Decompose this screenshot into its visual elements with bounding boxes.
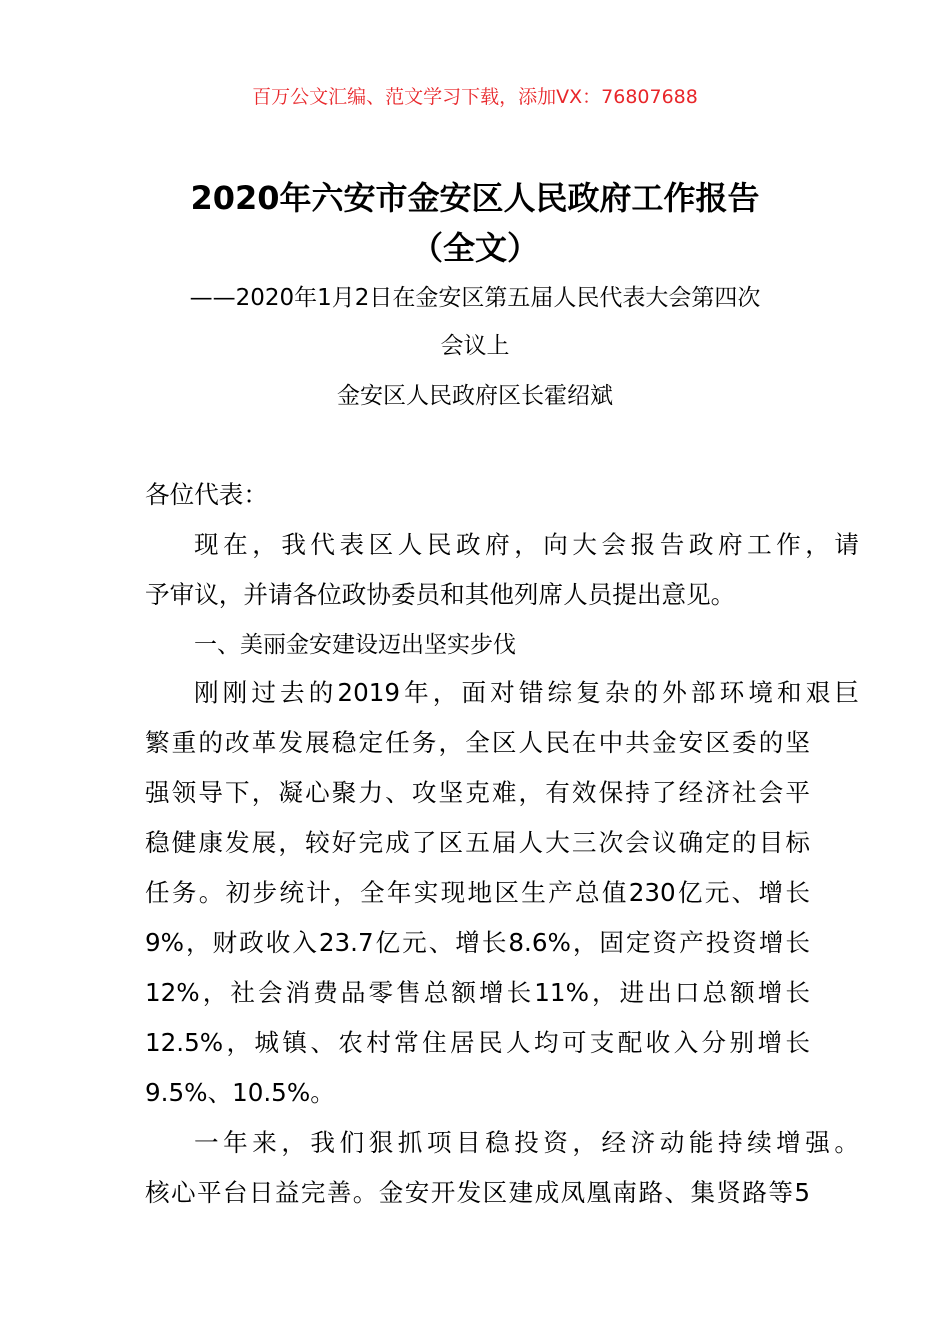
- paragraph-line: 9.5%、10.5%。: [145, 1078, 335, 1107]
- promo-banner: 百万公文汇编、范文学习下载，添加VX：76807688: [252, 86, 698, 108]
- paragraph-line: 12%，社会消费品零售总额增长11%，进出口总额增长: [145, 978, 810, 1007]
- paragraph-line: 12.5%，城镇、农村常住居民人均可支配收入分别增长: [145, 1028, 810, 1057]
- paragraph-line: 现在，我代表区人民政府，向大会报告政府工作，请: [194, 530, 859, 559]
- paragraph-line: 强领导下，凝心聚力、攻坚克难，有效保持了经济社会平: [145, 778, 810, 807]
- report-title-suffix: （全文）: [410, 229, 539, 267]
- subtitle-date-venue: ——2020年1月2日在金安区第五届人民代表大会第四次: [189, 285, 761, 311]
- salutation: 各位代表：: [145, 480, 268, 509]
- author-line: 金安区人民政府区长霍绍斌: [337, 383, 613, 409]
- paragraph-line: 核心平台日益完善。金安开发区建成凤凰南路、集贤路等5: [145, 1178, 810, 1207]
- paragraph-line: 稳健康发展，较好完成了区五届人大三次会议确定的目标: [145, 828, 810, 857]
- report-title: 2020年六安市金安区人民政府工作报告: [190, 179, 760, 217]
- paragraph-line: 一年来，我们狠抓项目稳投资，经济动能持续增强。: [194, 1128, 859, 1157]
- paragraph-line: 9%，财政收入23.7亿元、增长8.6%，固定资产投资增长: [145, 928, 810, 957]
- section-heading: 一、美丽金安建设迈出坚实步伐: [194, 632, 516, 658]
- paragraph-line: 任务。初步统计，全年实现地区生产总值230亿元、增长: [145, 878, 810, 907]
- paragraph-line: 予审议，并请各位政协委员和其他列席人员提出意见。: [145, 580, 736, 609]
- paragraph-line: 繁重的改革发展稳定任务，全区人民在中共金安区委的坚: [145, 728, 810, 757]
- subtitle-continued: 会议上: [440, 333, 510, 359]
- paragraph-line: 刚刚过去的2019年，面对错综复杂的外部环境和艰巨: [194, 678, 859, 707]
